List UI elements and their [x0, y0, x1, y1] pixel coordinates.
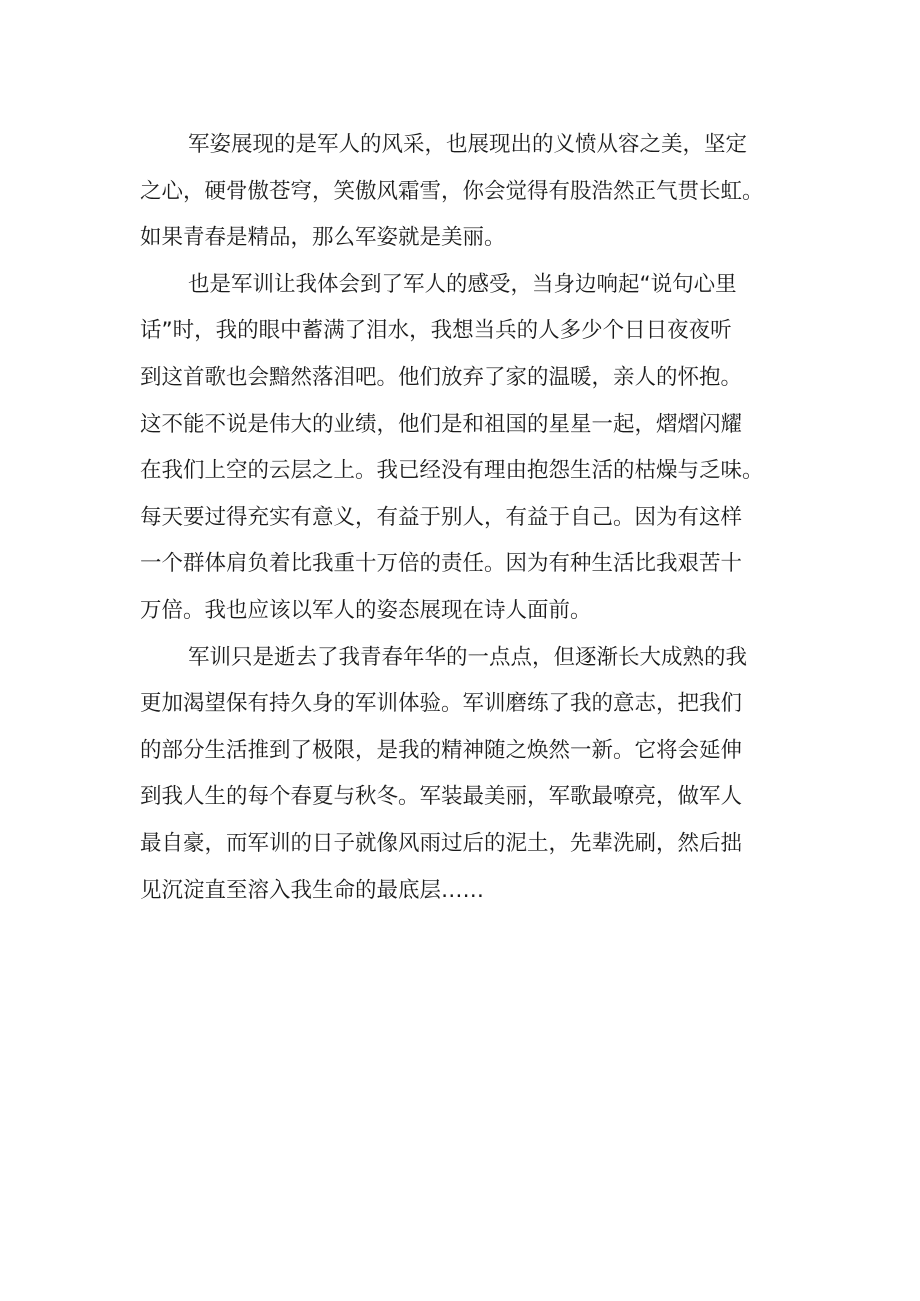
text-line: 的部分生活推到了极限，是我的精神随之焕然一新。它将会延伸 — [140, 737, 743, 763]
text-line: 到我人生的每个春夏与秋冬。军装最美丽，军歌最嘹亮，做军人 — [140, 784, 743, 810]
text-line: 军训只是逝去了我青春年华的一点点，但逐渐长大成熟的我 — [188, 644, 748, 670]
paragraph-1 — [140, 122, 820, 262]
text-line: 也是军训让我体会到了军人的感受，当身边响起“说句心里 — [188, 271, 737, 297]
text-line: 每天要过得充实有意义，有益于别人，有益于自己。因为有这样 — [140, 504, 743, 530]
paragraph-3 — [140, 635, 820, 915]
text-line: 更加渴望保有持久身的军训体验。军训磨练了我的意志，把我们 — [140, 691, 743, 717]
text-line: 到这首歌也会黯然落泪吧。他们放弃了家的温暖，亲人的怀抱。 — [140, 364, 743, 390]
text-line: 在我们上空的云层之上。我已经没有理由抱怨生活的枯燥与乏味。 — [140, 458, 764, 484]
text-line: 军姿展现的是军人的风采，也展现出的义愤从容之美，坚定 — [188, 132, 748, 157]
text-line: 这不能不说是伟大的业绩，他们是和祖国的星星一起，熠熠闪耀 — [140, 411, 743, 437]
text-line: 最自豪，而军训的日子就像风雨过后的泥土，先辈洗刷，然后拙 — [140, 830, 743, 856]
text-line: 一个群体肩负着比我重十万倍的责任。因为有种生活比我艰苦十 — [140, 551, 743, 577]
text-line: 见沉淀直至溶入我生命的最底层…… — [140, 877, 485, 903]
text-line: 话”时，我的眼中蓄满了泪水，我想当兵的人多少个日日夜夜听 — [140, 318, 732, 344]
text-line: 之心，硬骨傲苍穹，笑傲风霜雪，你会觉得有股浩然正气贯长虹。 — [140, 178, 764, 204]
text-line: 如果青春是精品，那么军姿就是美丽。 — [140, 225, 506, 251]
text-line: 万倍。我也应该以军人的姿态展现在诗人面前。 — [140, 597, 592, 623]
paragraph-2 — [140, 262, 820, 635]
document-body — [140, 122, 820, 914]
